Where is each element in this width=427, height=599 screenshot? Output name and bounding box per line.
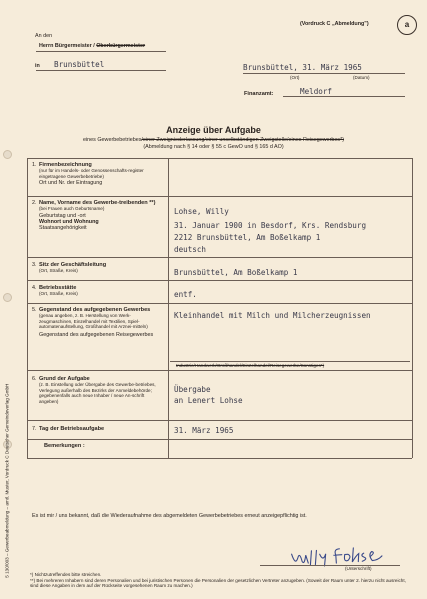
table-row [32,285,164,297]
table-divider-line [168,158,169,458]
finanzamt-line [283,96,405,97]
city-value: Brunsbüttel [54,60,105,69]
trade-category-options: Industrie/Handwerk/Großhandel/Einzelhandel/Reisegewerbe/Sonstiges*) [176,363,325,368]
row-separator [27,257,412,258]
row-label: Grund der Aufgabe [39,376,90,382]
side-imprint: 5 130/003 – Gewerbeabmeldung – amtl. Muster, Vordruck C Deutscher Gemeindeverlag GmbH [4,383,10,578]
row-separator [27,303,412,304]
row-extra-label: Geburtstag und -ort [39,212,86,219]
form-letter-badge: a [397,15,417,35]
birth-value: 31. Januar 1900 in Besdorf, Krs. Rendsburg [174,221,367,230]
form-legal-basis: (Abmeldung nach § 14 oder § 55 c GewO und § 165 d AO) [143,144,284,150]
row-extra-label: Wohnort und Wohnung [39,219,99,226]
row-extra-label: Gegenstand des aufgegebenen Reisegewerbes [39,331,154,338]
form-title: Anzeige über Aufgabe [166,125,261,135]
signature-line [260,565,400,566]
form-subtitle: eines Gewerbebetriebes/einer Zweigniederlassung/einer unselbständigen Zweigstelle/eines Reisegewerbes*) [82,137,344,143]
finanzamt-label: Finanzamt: [244,91,274,97]
row-extra-label: Staatsangehörigkeit [39,225,87,232]
business-premises-value: entf. [174,290,197,299]
row-label: Gegenstand des aufgegebenen Gewerbes [39,307,151,313]
table-right-line [412,158,413,458]
table-left-line [27,158,28,458]
head-office-value: Brunsbüttel, Am Boßelkamp 1 [174,268,298,277]
footnote-1: *) Nichtzutreffendes bitte streichen. [30,572,102,577]
row-separator [27,196,412,197]
table-row [32,426,164,432]
signature-caption: (Unterschrift) [345,566,372,571]
row-separator [27,280,412,281]
closure-date-value: 31. März 1965 [174,426,234,435]
row-number: 7. [32,426,37,432]
row-extra-label: Ort und Nr. der Eintragung [39,180,103,187]
datum-caption: (Datum) [353,75,370,80]
reason-value-line1: Übergabe [174,385,211,394]
row-number: 3. [32,262,37,268]
name-value: Lohse, Willy [174,207,229,216]
place-date-line [243,73,405,74]
row-number: 4. [32,285,37,291]
row-note: (nur für im Handels- oder Genossenschafts-register eingetragene Gewerbebetriebe) [39,168,144,179]
residence-value: 2212 Brunsbüttel, Am Boßelkamp 1 [174,233,321,242]
row-label: Sitz der Geschäftsleitung [39,262,107,268]
row-separator [27,420,412,421]
punch-hole [3,293,12,302]
row-note: (Ort, Straße, Kreis) [39,291,78,297]
addressee-line [36,51,166,52]
table-row [32,262,164,274]
row-number: 2. [32,200,37,206]
row-label: Name, Vorname des Gewerbe-treibenden **) [39,200,156,206]
table-bottom-line [27,458,412,459]
row-label: Betriebsstätte [39,285,77,291]
row-number: 1. [32,162,37,168]
addressee-label: Herrn Bürgermeister / Oberbürgermeister [39,43,146,49]
punch-hole [3,150,12,159]
nationality-value: deutsch [174,245,207,254]
row-note: (Ort, Straße, Kreis) [39,268,78,274]
row-number: 5. [32,307,37,313]
row-label: Tag der Betriebsaufgabe [39,426,105,432]
place-date-value: Brunsbüttel, 31. März 1965 [243,63,362,72]
row-note: (bei Frauen auch Geburtsname) [39,206,105,212]
statement-text: Es ist mir / uns bekannt, daß die Wiederaufnahme des abgemeldeten Gewerbebetriebes erneut anzeigepflichtig ist. [32,513,307,519]
finanzamt-value: Meldorf [300,87,333,96]
trade-subject-value: Kleinhandel mit Milch und Milcherzeugnissen [174,311,371,320]
in-label: in [35,63,40,69]
row-note: (z. B. Einstellung oder Übergabe des Gewerbe-betriebes, Verlegung außerhalb des Bezirks der Anmeldebehörde; gegebenenfalls auch neue Inhaber / neue An-schrift angeben) [39,382,156,404]
row-number: 6. [32,376,37,382]
form-variant: (Vordruck C „Abmeldung") [300,21,369,27]
reason-value-line2: an Lenert Lohse [174,396,243,405]
table-row [32,307,164,338]
table-row [32,162,164,186]
table-row [32,376,164,404]
category-line [170,361,410,362]
ort-caption: (Ort) [290,75,300,80]
row-separator [27,370,412,371]
footnote-2: **) Bei mehreren Inhabern sind deren Personalien und bei juristischen Personen die Personalien der gesetzlichen Vertreter anzugeben. (Soweit der Raum unter 2. hierzu nicht ausreicht, sind diese Angaben in dem auf der Rückseite vorgesehenen Raum zu machen.) [30,578,406,589]
row-note: (genau angeben, z. B. Herstellung von Werk-zeugmaschinen, Einzelhandel mit Textilien, Spiel-automatenaufstellung, Großhandel mit Arznei-mitteln) [39,313,148,330]
remarks-label: Bemerkungen : [44,443,85,449]
row-label: Firmenbezeichnung [39,162,92,168]
city-line [36,70,166,71]
row-separator [27,439,412,440]
an-den-label: An den [35,33,53,39]
table-top-line [27,158,412,159]
table-row [32,200,164,231]
